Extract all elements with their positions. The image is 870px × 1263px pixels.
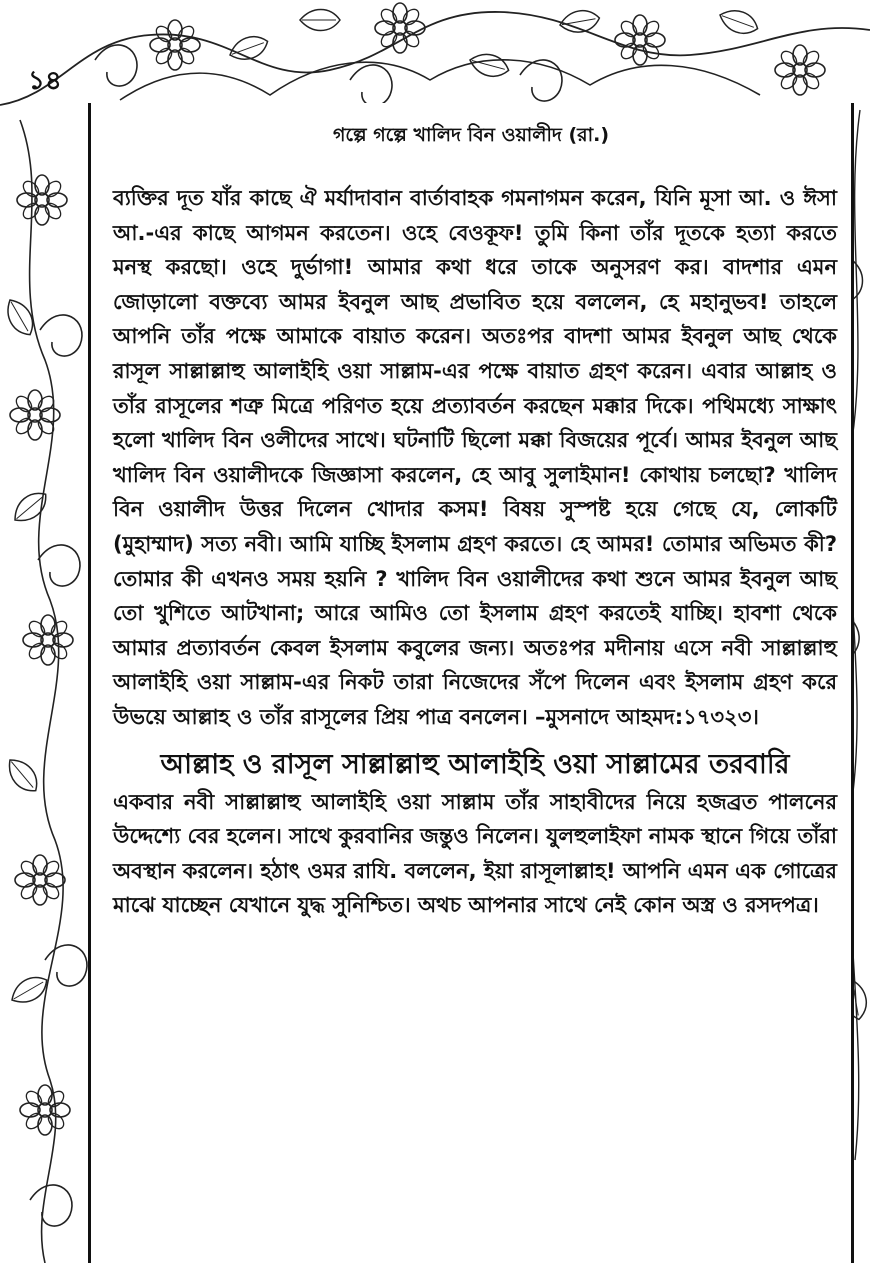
section-heading: আল্লাহ ও রাসূল সাল্লাল্লাহু আলাইহি ওয়া সাল্লামের তরবারি xyxy=(160,748,790,780)
page-number: ১৪ xyxy=(28,66,62,96)
running-header: গল্পে গল্পে খালিদ বিন ওয়ালীদ (রা.) xyxy=(332,124,610,146)
content-frame xyxy=(88,103,854,1263)
page-body xyxy=(113,181,837,923)
paragraph: ব্যক্তির দূত যাঁর কাছে ঐ মর্যাদাবান বার্তাবাহক গমনাগমন করেন, যিনি মূসা আ. ও ঈসা আ.-এর কাছে আগমন করতেন। ওহে বেওকূফ! তুমি কিনা তাঁর দূতকে হত্যা করতে মনস্থ করছো। ওহে দুর্ভাগা! আমার কথা ধরে তাকে অনুসরণ কর। বাদশার এমন জোড়ালো বক্তব্যে আমর ইবনুল আছ প্রভাবিত হয়ে বললেন, হে মহানুভব! তাহলে আপনি তাঁর পক্ষে আমাকে বায়াত করেন। অতঃপর বাদশা আমর ইবনুল আছ থেকে রাসূল সাল্লাল্লাহু আলাইহি ওয়া সাল্লাম-এর পক্ষে বায়াত গ্রহণ করেন। এবার আল্লাহ ও তাঁর রাসূলের শত্রু মিত্রে পরিণত হয়ে প্রত্যাবর্তন করছেন মক্কার দিকে। পথিমধ্যে সাক্ষাৎ হলো খালিদ বিন ওলীদের সাথে। ঘটনাটি ছিলো মক্কা বিজয়ের পূর্বে। আমর ইবনুল আছ খালিদ বিন ওয়ালীদকে জিজ্ঞাসা করলেন, হে আবু সুলাইমান! কোথায় চলছো? খালিদ বিন ওয়ালীদ উত্তর দিলেন খোদার কসম! বিষয় সুস্পষ্ট হয়ে গেছে যে, লোকটি (মুহাম্মাদ) সত্য নবী। আমি যাচ্ছি ইসলাম গ্রহণ করতে। হে আমর! তোমার অভিমত কী? তোমার কী এখনও সময় হয়নি ? খালিদ বিন ওয়ালীদের কথা শুনে আমর ইবনুল আছ তো খুশিতে আটখানা; আরে আমিও তো ইসলাম গ্রহণ করতেই যাচ্ছি। হাবশা থেকে আমার প্রত্যাবর্তন কেবল ইসলাম কবুলের জন্য। অতঃপর মদীনায় এসে নবী সাল্লাল্লাহু আলাইহি ওয়া সাল্লাম-এর নিকট তারা নিজেদের সঁপে দিলেন এবং ইসলাম গ্রহণ করে উভয়ে আল্লাহ ও তাঁর রাসূলের প্রিয় পাত্র বনলেন। –মুসনাদে আহমদ:১৭৩২৩। xyxy=(113,186,837,729)
paragraph: একবার নবী সাল্লাল্লাহু আলাইহি ওয়া সাল্লাম তাঁর সাহাবীদের নিয়ে হজব্রত পালনের উদ্দেশ্যে বের হলেন। সাথে কুরবানির জন্তুও নিলেন। যুলহুলাইফা নামক স্থানে গিয়ে তাঁরা অবস্থান করলেন। হঠাৎ ওমর রাযি. বললেন, ইয়া রাসূলাল্লাহ! আপনি এমন এক গোত্রের মাঝে যাচ্ছেন যেখানে যুদ্ধ সুনিশ্চিত। অথচ আপনার সাথে নেই কোন অস্ত্র ও রসদপত্র। xyxy=(113,789,837,918)
